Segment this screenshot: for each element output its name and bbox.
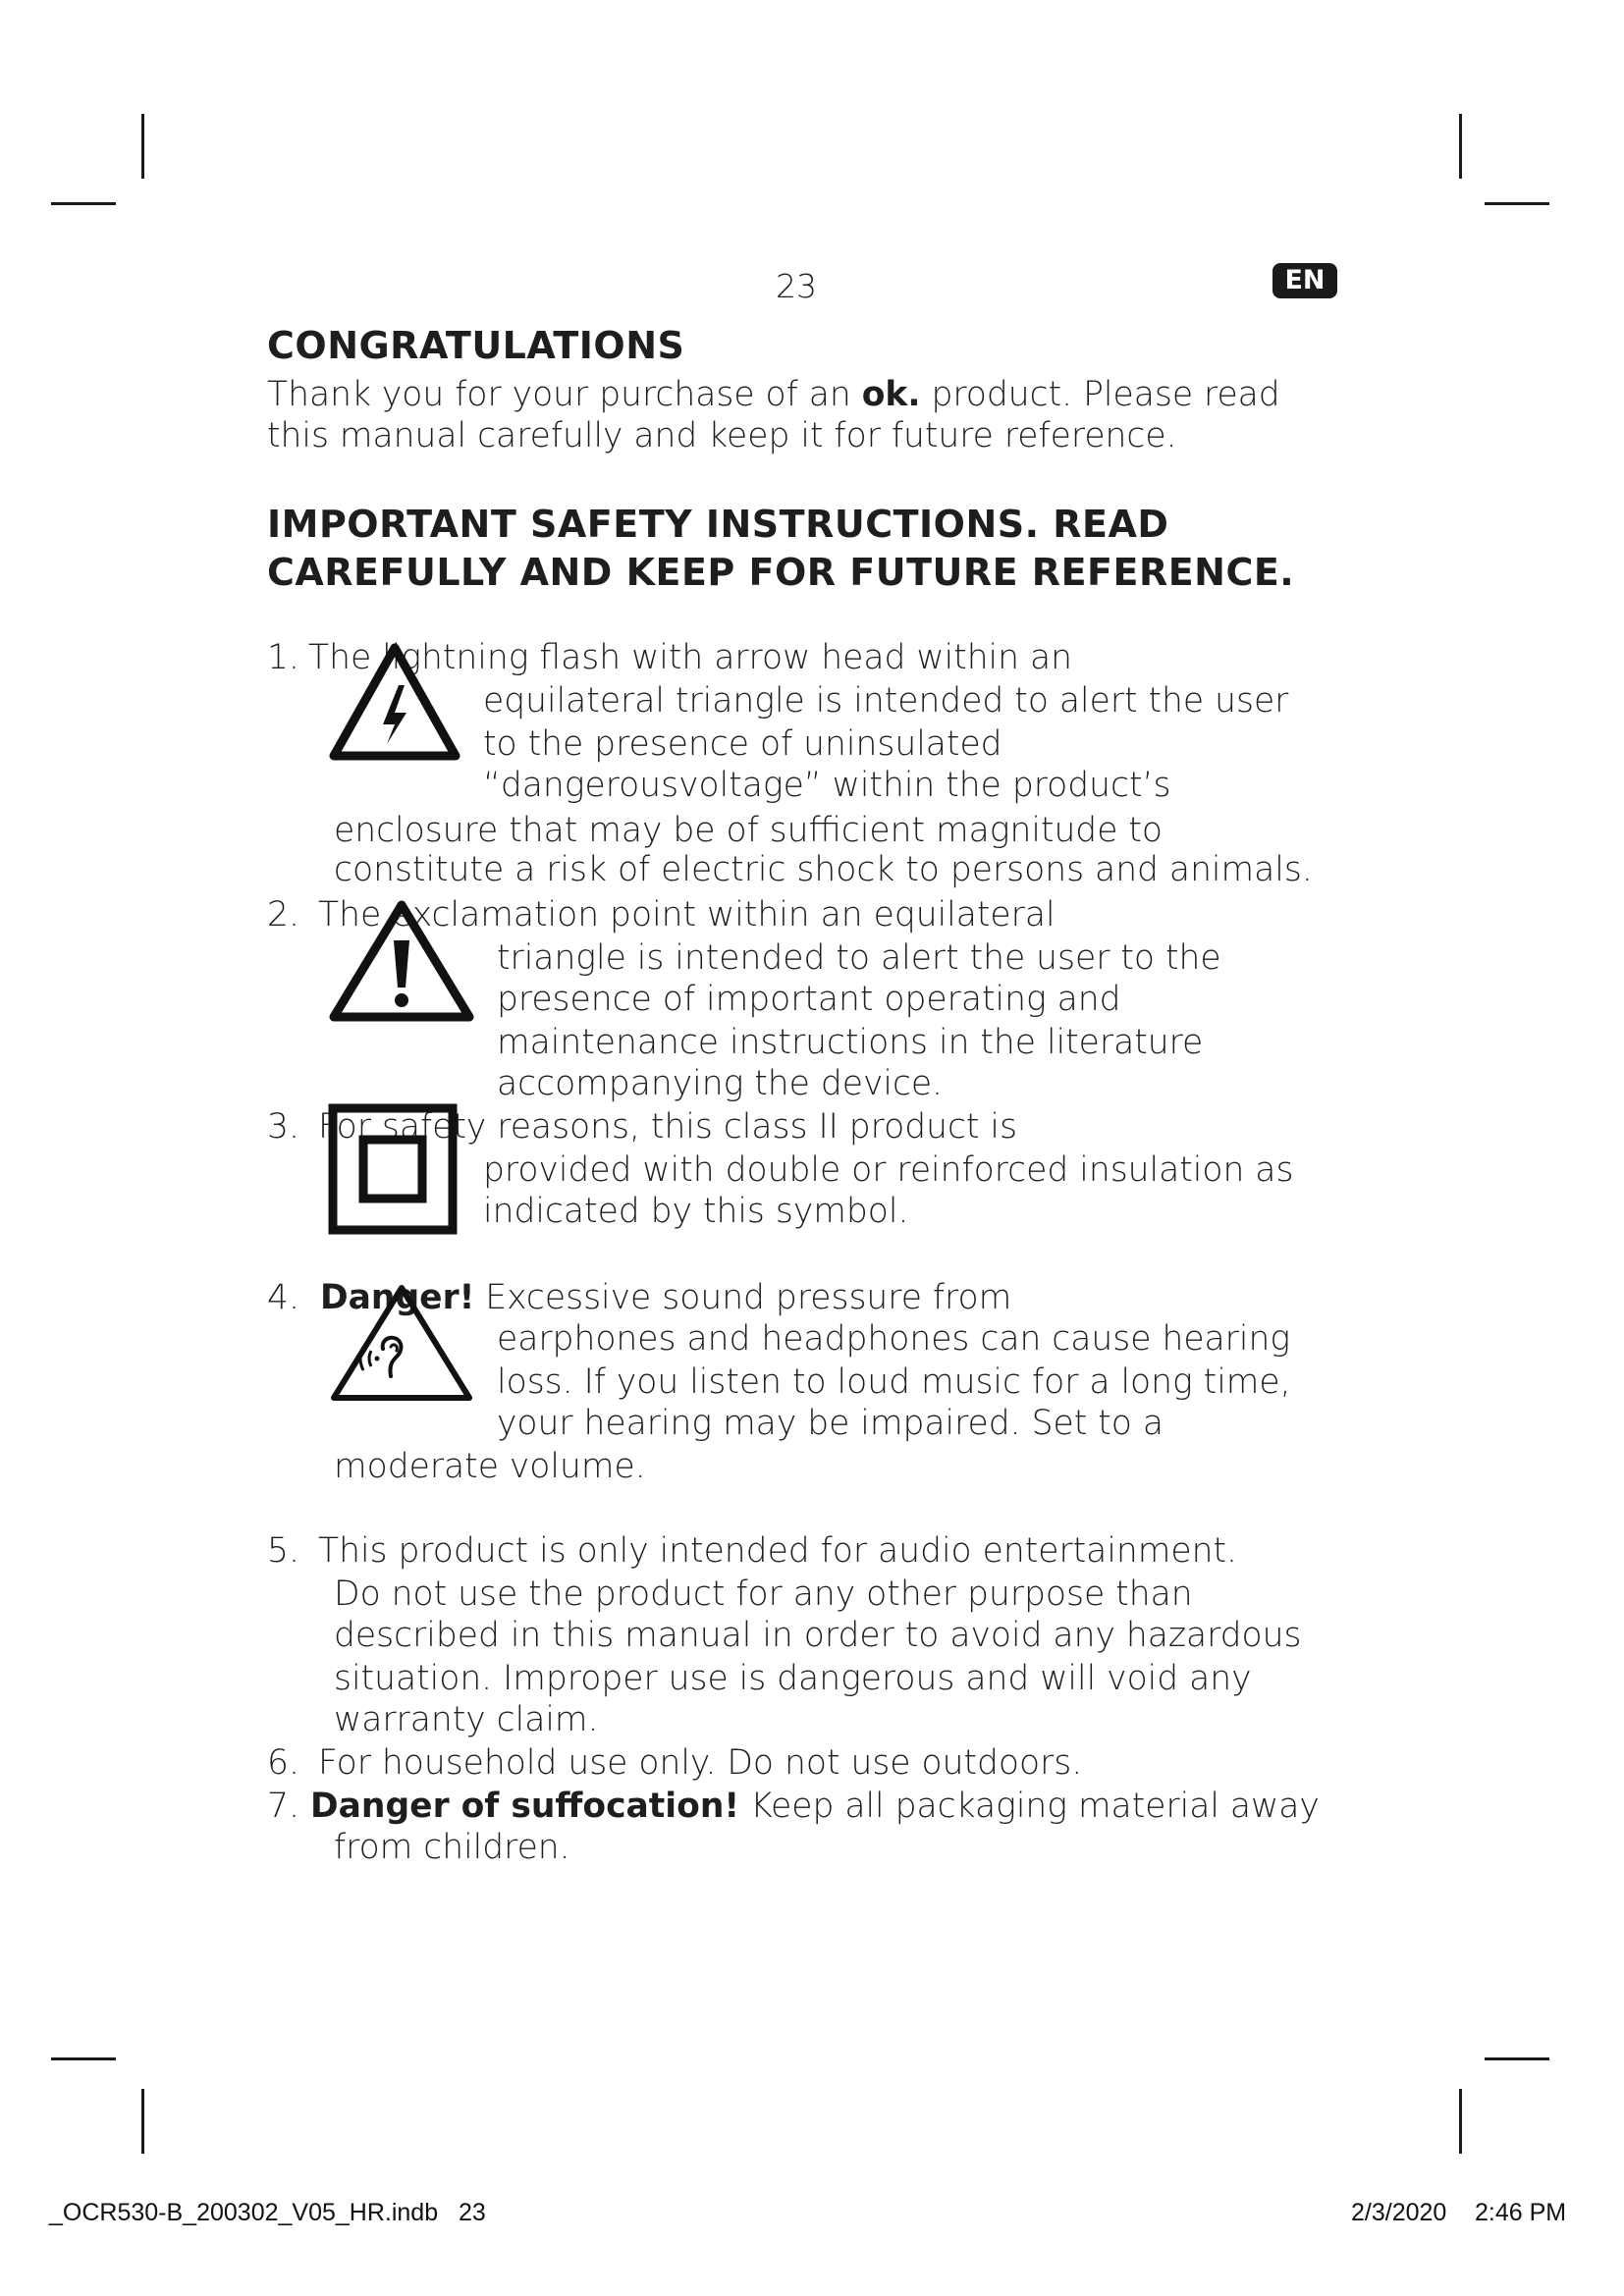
item-number: 5. xyxy=(267,1531,299,1571)
item-text: For safety reasons, this class II product is xyxy=(318,1107,1017,1147)
item-text: indicated by this symbol. xyxy=(483,1192,909,1231)
item-text: situation. Improper use is dangerous and will void any xyxy=(334,1659,1252,1698)
crop-mark xyxy=(1485,2057,1549,2060)
intro-text: product. Please read xyxy=(920,375,1280,414)
congratulations-heading: CONGRATULATIONS xyxy=(267,324,685,367)
item-text: described in this manual in order to avoid any hazardous xyxy=(334,1616,1302,1655)
item-number: 1. xyxy=(267,638,299,677)
crop-mark xyxy=(51,2057,116,2060)
item-text: For household use only. Do not use outdoors. xyxy=(318,1743,1083,1783)
item-text: “dangerousvoltage” within the product’s xyxy=(483,766,1171,805)
exclamation-triangle-icon xyxy=(328,899,475,1025)
crop-mark xyxy=(141,2089,144,2154)
item-number: 6. xyxy=(267,1743,299,1783)
item-text: provided with double or reinforced insulation as xyxy=(483,1150,1294,1190)
item-text: The lightning flash with arrow head within an xyxy=(308,638,1072,677)
item-text: Excessive sound pressure from xyxy=(474,1278,1012,1317)
congratulations-text: this manual carefully and keep it for future reference. xyxy=(267,416,1177,455)
item-number: 2. xyxy=(267,895,299,934)
danger-label: Danger of suffocation! xyxy=(310,1787,740,1826)
item-text: from children. xyxy=(334,1828,570,1867)
class-ii-double-square-icon xyxy=(328,1103,458,1235)
safety-heading: CAREFULLY AND KEEP FOR FUTURE REFERENCE. xyxy=(267,551,1295,594)
item-text: The exclamation point within an equilateral xyxy=(318,895,1056,934)
crop-mark xyxy=(1485,202,1549,205)
item-text: moderate volume. xyxy=(334,1447,646,1486)
item-text: warranty claim. xyxy=(334,1700,599,1739)
item-text: Do not use the product for any other purpose than xyxy=(334,1575,1193,1614)
item-text: presence of important operating and xyxy=(497,980,1121,1019)
footer-file-name: _OCR530-B_200302_V05_HR.indb 23 xyxy=(49,2199,486,2226)
item-text: accompanying the device. xyxy=(497,1064,944,1103)
footer-date: 2/3/2020 xyxy=(1351,2199,1447,2226)
item-text: loss. If you listen to loud music for a long time, xyxy=(497,1362,1291,1402)
item-text: earphones and headphones can cause hearing xyxy=(497,1319,1291,1359)
congratulations-text xyxy=(267,373,1280,416)
hearing-damage-triangle-icon xyxy=(328,1282,475,1406)
intro-text: Thank you for your purchase of an xyxy=(267,375,862,414)
crop-mark xyxy=(1459,114,1462,179)
item-text: your hearing may be impaired. Set to a xyxy=(497,1404,1164,1443)
item-text: triangle is intended to alert the user to the xyxy=(497,938,1221,978)
crop-mark xyxy=(141,114,144,179)
safety-heading: IMPORTANT SAFETY INSTRUCTIONS. READ xyxy=(267,503,1169,546)
item-text: constitute a risk of electric shock to persons and animals. xyxy=(334,850,1313,889)
language-badge: EN xyxy=(1272,263,1337,298)
item-text xyxy=(310,1785,1320,1828)
item-text: to the presence of uninsulated xyxy=(483,724,1002,764)
item-text: maintenance instructions in the literature xyxy=(497,1023,1204,1062)
crop-mark xyxy=(51,202,116,205)
item-number: 3. xyxy=(267,1107,299,1147)
danger-label: Danger! xyxy=(320,1278,475,1317)
crop-mark xyxy=(1459,2089,1462,2154)
item-text: enclosure that may be of sufficient magnitude to xyxy=(334,811,1164,850)
footer-time: 2:46 PM xyxy=(1475,2199,1567,2226)
brand-name: ok. xyxy=(861,375,921,414)
item-text: equilateral triangle is intended to alert the user xyxy=(483,681,1289,721)
item-text: This product is only intended for audio entertainment. xyxy=(318,1531,1237,1571)
item-number: 4. xyxy=(267,1278,299,1317)
page-number: 23 xyxy=(776,267,817,305)
item-number: 7. xyxy=(267,1787,299,1826)
item-text: Keep all packaging material away xyxy=(739,1787,1320,1826)
lightning-triangle-icon xyxy=(328,642,461,764)
